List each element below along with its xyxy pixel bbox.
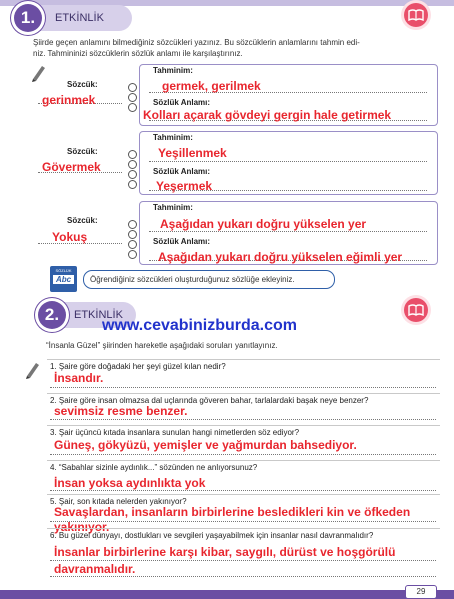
answer-line bbox=[50, 419, 436, 420]
ring-icon bbox=[128, 220, 137, 229]
activity2-number: 2. bbox=[38, 301, 66, 329]
meaning-answer[interactable]: Aşağıdan yukarı doğru yükselen eğimli yer bbox=[158, 250, 403, 264]
meaning-answer[interactable]: Yeşermek bbox=[156, 179, 213, 193]
guess-label: Tahminim: bbox=[153, 203, 193, 212]
meaning-label: Sözlük Anlamı: bbox=[153, 167, 211, 176]
ring-icon bbox=[128, 180, 137, 189]
answer-text[interactable]: Güneş, gökyüzü, yemişler ve yağmurdan bahsediyor. bbox=[54, 438, 357, 452]
ring-icon bbox=[128, 170, 137, 179]
activity1-intro bbox=[33, 37, 433, 59]
activity2-label: ETKİNLİK bbox=[74, 309, 123, 321]
intro-line-1: Şiirde geçen anlamını bilmediğiniz sözcükleri yazınız. Bu sözcüklerin anlamlarını tahmin edi- bbox=[33, 38, 360, 47]
answer-line bbox=[50, 521, 436, 522]
ring-icon bbox=[128, 93, 137, 102]
pencil-icon bbox=[30, 64, 46, 87]
question-separator bbox=[47, 460, 440, 461]
guess-line bbox=[149, 161, 427, 162]
book-icon bbox=[404, 3, 428, 27]
word-label: Sözcük: bbox=[67, 80, 98, 89]
question-separator bbox=[47, 494, 440, 495]
word-answer[interactable]: gerinmek bbox=[42, 93, 96, 107]
bottom-band bbox=[0, 590, 454, 599]
ring-icon bbox=[128, 250, 137, 259]
note-text: Öğrendiğiniz sözcükleri oluşturduğunuz sözlüğe ekleyiniz. bbox=[90, 275, 295, 284]
ring-icon bbox=[128, 160, 137, 169]
question-separator bbox=[47, 359, 440, 360]
dictionary-icon bbox=[50, 266, 77, 292]
ring-icon bbox=[128, 150, 137, 159]
page-number: 29 bbox=[405, 585, 437, 599]
word-label: Sözcük: bbox=[67, 216, 98, 225]
answer-text[interactable]: İnsandır. bbox=[54, 371, 104, 385]
question-text: 1. Şaire göre doğadaki her şeyi güzel kılan nedir? bbox=[50, 362, 226, 371]
answer-text[interactable]: sevimsiz resme benzer. bbox=[54, 404, 188, 418]
pencil-icon bbox=[24, 361, 40, 384]
answer-text[interactable]: İnsanlar birbirlerine karşı kibar, saygılı, dürüst ve hoşgörülü davranmalıdır. bbox=[54, 545, 396, 576]
meaning-label: Sözlük Anlamı: bbox=[153, 98, 211, 107]
guess-line bbox=[149, 231, 427, 232]
answer-line bbox=[50, 560, 436, 561]
activity2-intro: “İnsanla Güzel” şiirinden hareketle aşağıdaki soruları yanıtlayınız. bbox=[46, 341, 278, 350]
question-text: 2. Şaire göre insan olmazsa dal uçlarında göveren bahar, tarlalardaki başak neye benzer? bbox=[50, 396, 369, 405]
dictionary-badge-top: SÖZLÜK bbox=[55, 268, 72, 273]
ring-icon bbox=[128, 103, 137, 112]
guess-answer[interactable]: Aşağıdan yukarı doğru yükselen yer bbox=[160, 217, 367, 231]
question-separator bbox=[47, 425, 440, 426]
watermark: www.cevabinizburda.com bbox=[102, 317, 298, 334]
question-separator bbox=[47, 393, 440, 394]
activity1-number: 1. bbox=[14, 4, 42, 32]
ring-icon bbox=[128, 230, 137, 239]
word-answer[interactable]: Yokuş bbox=[52, 230, 88, 244]
dictionary-badge: Abc bbox=[53, 275, 74, 284]
answer-line bbox=[50, 454, 436, 455]
book-icon bbox=[404, 298, 428, 322]
answer-line bbox=[50, 576, 436, 577]
question-separator bbox=[47, 528, 440, 529]
word-label: Sözcük: bbox=[67, 147, 98, 156]
answer-text[interactable]: Savaşlardan, insanların birbirlerine besledikleri kin ve öfkeden yakınıyor. bbox=[54, 505, 411, 534]
ring-icon bbox=[128, 83, 137, 92]
answer-line bbox=[50, 387, 436, 388]
word-answer[interactable]: Gövermek bbox=[42, 160, 101, 174]
question-text: 3. Şair üçüncü kıtada insanlara sunulan hangi nimetlerden söz ediyor? bbox=[50, 428, 300, 437]
intro-line-2: niz. Tahmininizi sözcüklerin sözlük anlamı ile karşılaştırınız. bbox=[33, 49, 243, 58]
question-text: 5. Şair, son kıtada nelerden yakınıyor? bbox=[50, 497, 187, 506]
guess-answer[interactable]: Yeşillenmek bbox=[158, 146, 227, 160]
ring-icon bbox=[128, 240, 137, 249]
guess-label: Tahminim: bbox=[153, 133, 193, 142]
meaning-answer[interactable]: Kolları açarak gövdeyi gergin hale getirmek bbox=[143, 108, 392, 122]
meaning-label: Sözlük Anlamı: bbox=[153, 237, 211, 246]
activity1-label: ETKİNLİK bbox=[55, 12, 104, 24]
question-text: 6. Bu güzel dünyayı, dostlukları ve sevgileri yaşayabilmek için insanlar nasıl davranmalıdır? bbox=[50, 531, 374, 540]
guess-label: Tahminim: bbox=[153, 66, 193, 75]
guess-answer[interactable]: germek, gerilmek bbox=[162, 79, 261, 93]
question-text: 4. “Sabahlar sizinle aydınlık...” sözünden ne anlıyorsunuz? bbox=[50, 463, 258, 472]
answer-line bbox=[50, 490, 436, 491]
answer-text[interactable]: İnsan yoksa aydınlıkta yok bbox=[54, 476, 206, 490]
